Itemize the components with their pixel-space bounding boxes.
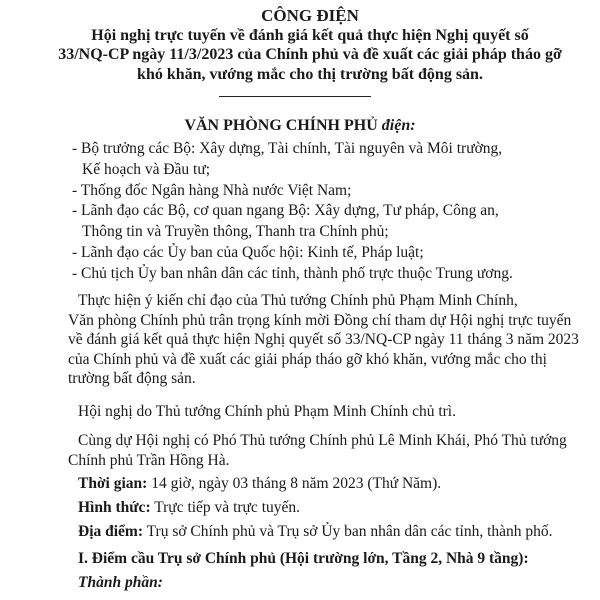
- recipient-item: - Thống đốc Ngân hàng Nhà nước Việt Nam;: [72, 181, 352, 199]
- subject-line: 33/NQ-CP ngày 11/3/2023 của Chính phủ và đề xuất các giải pháp tháo gỡ: [58, 46, 562, 63]
- paragraph-line: về đánh giá kết quả thực hiện Nghị quyết số 33/NQ-CP ngày 11 tháng 3 năm 2023: [68, 331, 579, 348]
- recipient-item: - Lãnh đạo các Ủy ban của Quốc hội: Kinh tế, Pháp luật;: [72, 243, 424, 261]
- recipient-item: - Chủ tịch Ủy ban nhân dân các tỉnh, thành phố trực thuộc Trung ương.: [72, 264, 513, 282]
- heading-divider: [219, 96, 371, 97]
- sender-suffix: điện:: [377, 117, 416, 134]
- section-heading: [68, 549, 590, 569]
- paragraph-attendees: [68, 431, 590, 470]
- subject-line: Hội nghị trực tuyến về đánh giá kết quả thực hiện Nghị quyết số: [91, 26, 529, 44]
- format-label: Hình thức:: [78, 499, 151, 516]
- format-row: [68, 498, 590, 518]
- document-title: CÔNG ĐIỆN: [261, 6, 359, 25]
- paragraph-line: Hội nghị do Thủ tướng Chính phủ Phạm Minh Chính chủ trì.: [78, 403, 456, 420]
- paragraph-line: Cùng dự Hội nghị có Phó Thủ tướng Chính phủ Lê Minh Khái, Phó Thủ tướng: [78, 432, 567, 449]
- location-value: Trụ sở Chính phủ và Trụ sở Ủy ban nhân dân các tỉnh, thành phố.: [143, 523, 553, 540]
- paragraph-line: Chính phủ Trần Hồng Hà.: [68, 451, 230, 469]
- paragraph-line: Văn phòng Chính phủ trân trọng kính mời Đồng chí tham dự Hội nghị trực tuyến: [68, 311, 572, 329]
- paragraph-invitation: [68, 291, 590, 389]
- composition-label: Thành phần:: [78, 574, 163, 591]
- time-row: [68, 474, 590, 494]
- recipient-item: - Lãnh đạo các Bộ, cơ quan ngang Bộ: Xây dựng, Tư pháp, Công an,: [72, 202, 499, 220]
- section-title: I. Điểm cầu Trụ sở Chính phủ (Hội trường lớn, Tầng 2, Nhà 9 tầng):: [78, 550, 529, 567]
- recipient-list: [72, 139, 592, 285]
- paragraph-line: Thực hiện ý kiến chỉ đạo của Thủ tướng Chính phủ Phạm Minh Chính,: [78, 292, 518, 309]
- recipient-item-continued: Thông tin và Truyền thông, Thanh tra Chính phủ;: [82, 223, 389, 241]
- time-label: Thời gian:: [78, 475, 148, 492]
- paragraph-line: của Chính phủ và đề xuất các giải pháp tháo gỡ khó khăn, vướng mắc cho thị: [68, 350, 547, 368]
- sender-line: [0, 116, 600, 136]
- time-value: 14 giờ, ngày 03 tháng 8 năm 2023 (Thứ Năm).: [147, 475, 442, 492]
- document-heading: [40, 6, 580, 84]
- paragraph-line: trường bất động sản.: [68, 370, 196, 387]
- recipient-item: - Bộ trưởng các Bộ: Xây dựng, Tài chính, Tài nguyên và Môi trường,: [72, 140, 503, 157]
- sender-name: VĂN PHÒNG CHÍNH PHỦ: [184, 117, 378, 134]
- location-label: Địa điểm:: [78, 523, 144, 540]
- subject-line: khó khăn, vướng mắc cho thị trường bất động sản.: [137, 65, 483, 83]
- location-row: [68, 522, 590, 542]
- composition-row: [68, 573, 590, 593]
- paragraph-chair: [68, 402, 590, 422]
- recipient-item-continued: Kế hoạch và Đầu tư;: [82, 160, 211, 178]
- format-value: Trực tiếp và trực tuyến.: [150, 499, 301, 516]
